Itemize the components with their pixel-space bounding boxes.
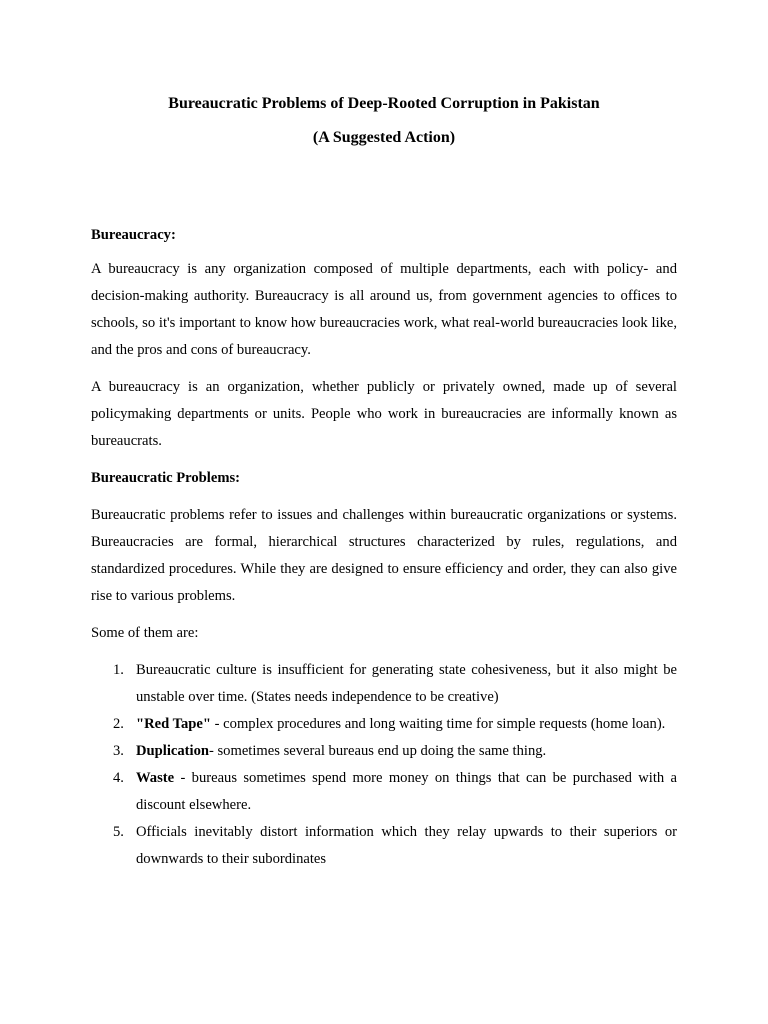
document-subtitle: (A Suggested Action) [312, 129, 456, 146]
list-item-term: Duplication [136, 743, 209, 759]
paragraph: A bureaucracy is any organization composed of multiple departments, each with policy- and decision-making authority. Bureaucracy is all around us, from government agencies to offices to schools, so it's important to know how bureaucracies work, what real-world bureaucracies look like, and the pros and cons of bureaucracy. [91, 261, 677, 358]
list-item [91, 819, 677, 873]
list-item [91, 738, 677, 765]
list-item-text: - complex procedures and long waiting time for simple requests (home loan). [211, 716, 666, 732]
list-item [91, 765, 677, 819]
list-item [91, 711, 677, 738]
list-intro: Some of them are: [91, 625, 199, 641]
list-item [91, 657, 677, 711]
document-title: Bureaucratic Problems of Deep-Rooted Corruption in Pakistan [168, 95, 600, 112]
problems-list [91, 657, 677, 873]
list-item-number: 4. [113, 770, 124, 786]
list-item-text: Bureaucratic culture is insufficient for generating state cohesiveness, but it also might be unstable over time. (States needs independence to be creative) [136, 662, 677, 705]
list-item-text: - sometimes several bureaus end up doing the same thing. [208, 743, 547, 759]
list-item-number: 2. [113, 716, 124, 732]
section-heading-bureaucracy: Bureaucracy: [91, 227, 176, 243]
list-item-term: Waste [136, 770, 175, 786]
list-item-number: 3. [113, 743, 124, 759]
paragraph: Bureaucratic problems refer to issues and challenges within bureaucratic organizations or systems. Bureaucracies are formal, hierarchical structures characterized by rules, regulations, and standardized procedures. While they are designed to ensure efficiency and order, they can also give rise to various problems. [91, 507, 677, 604]
document-body [91, 222, 677, 873]
section-heading-bureaucratic-problems: Bureaucratic Problems: [91, 470, 241, 486]
list-item-number: 5. [113, 824, 124, 840]
list-item-number: 1. [113, 662, 124, 678]
list-item-text: Officials inevitably distort information which they relay upwards to their superiors or downwards to their subordinates [136, 824, 677, 867]
list-item-term: "Red Tape" [136, 716, 212, 732]
paragraph: A bureaucracy is an organization, whether publicly or privately owned, made up of several policymaking departments or units. People who work in bureaucracies are informally known as bureaucrats. [91, 379, 677, 449]
list-item-text: - bureaus sometimes spend more money on things that can be purchased with a discount elsewhere. [136, 770, 677, 813]
